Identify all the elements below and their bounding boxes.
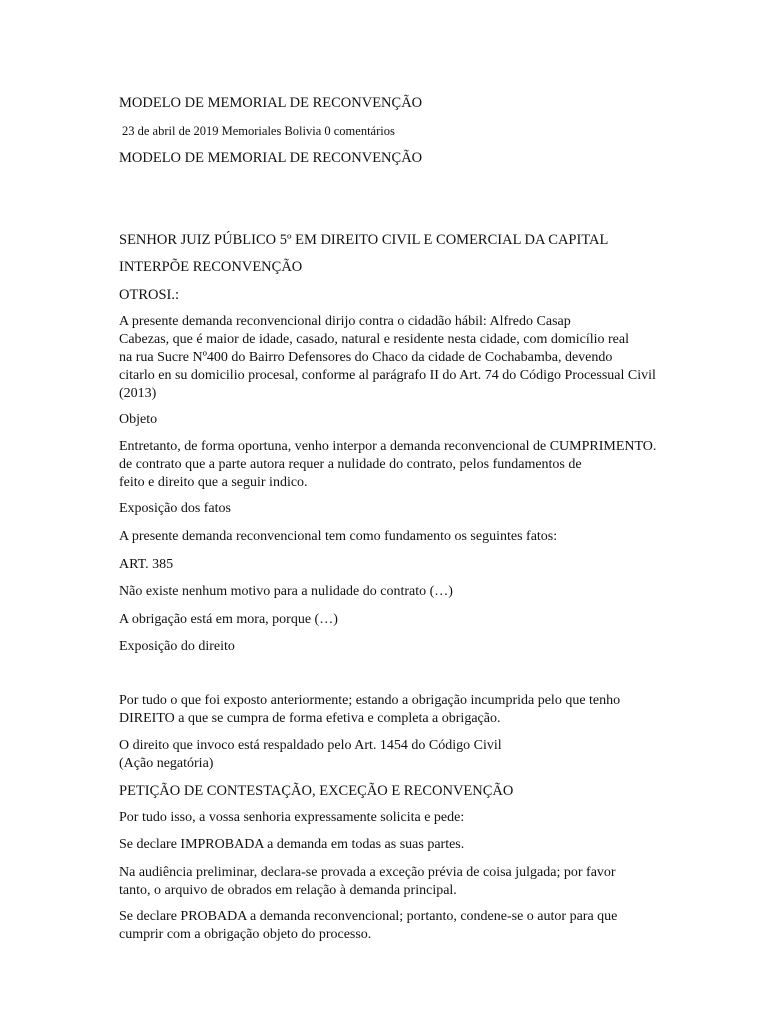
fato-2: A obrigação está em mora, porque (…): [119, 612, 338, 627]
interpoe-heading: INTERPÕE RECONVENÇÃO: [119, 259, 303, 275]
paragraph-line: Entretanto, de forma oportuna, venho interpor a demanda reconvencional de CUMPRIMENTO.: [119, 439, 657, 454]
paragraph-line: na rua Sucre Nº400 do Bairro Defensores do Chaco da cidade de Cochabamba, devendo: [119, 350, 613, 365]
paragraph-line: Na audiência preliminar, declara-se provada a exceção prévia de coisa julgada; por favor: [119, 865, 616, 880]
meta-line: 23 de abril de 2019 Memoriales Bolivia 0 comentários: [122, 124, 395, 138]
solicita-paragraph: Por tudo isso, a vossa senhoria expressamente solicita e pede:: [119, 810, 465, 825]
direito-paragraph: [119, 692, 679, 728]
paragraph-line: Se declare PROBADA a demanda reconvencional; portanto, condene-se o autor para que: [119, 909, 618, 924]
paragraph-line: (Ação negatória): [119, 756, 214, 771]
paragraph-line: Cabezas, que é maior de idade, casado, natural e residente nesta cidade, com domicílio real: [119, 332, 630, 347]
paragraph-line: O direito que invoco está respaldado pelo Art. 1454 do Código Civil: [119, 738, 502, 753]
paragraph-line: cumprir com a obrigação objeto do processo.: [119, 927, 372, 942]
paragraph-line: A presente demanda reconvencional dirijo contra o cidadão hábil: Alfredo Casap: [119, 314, 571, 329]
document-subtitle: MODELO DE MEMORIAL DE RECONVENÇÃO: [119, 150, 423, 166]
paragraph-line: citarlo en su domicilio procesal, conforme al parágrafo II do Art. 74 do Código Processual Civil: [119, 368, 656, 383]
addressee-heading: SENHOR JUIZ PÚBLICO 5º EM DIREITO CIVIL E COMERCIAL DA CAPITAL: [119, 232, 609, 248]
codigo-paragraph: [119, 737, 679, 773]
direito-heading: Exposição do direito: [119, 639, 235, 654]
paragraph-line: de contrato que a parte autora requer a nulidade do contrato, pelos fundamentos de: [119, 457, 582, 472]
paragraph-line: feito e direito que a seguir indico.: [119, 475, 308, 490]
audiencia-paragraph: [119, 864, 679, 900]
fatos-paragraph: A presente demanda reconvencional tem como fundamento os seguintes fatos:: [119, 529, 558, 544]
objeto-paragraph: [119, 438, 679, 492]
fato-1: Não existe nenhum motivo para a nulidade do contrato (…): [119, 584, 453, 599]
parties-paragraph: [119, 313, 679, 403]
art-385-label: ART. 385: [119, 557, 174, 572]
paragraph-line: Por tudo o que foi exposto anteriormente; estando a obrigação incumprida pelo que tenho: [119, 693, 621, 708]
objeto-heading: Objeto: [119, 412, 158, 427]
paragraph-line: tanto, o arquivo de obrados em relação à demanda principal.: [119, 883, 457, 898]
probada-paragraph: [119, 908, 679, 944]
document-title: MODELO DE MEMORIAL DE RECONVENÇÃO: [119, 95, 423, 111]
fatos-heading: Exposição dos fatos: [119, 501, 231, 516]
paragraph-line: DIREITO a que se cumpra de forma efetiva e completa a obrigação.: [119, 711, 501, 726]
peticao-heading: PETIÇÃO DE CONTESTAÇÃO, EXCEÇÃO E RECONVENÇÃO: [119, 783, 514, 799]
otrosi-heading: OTROSI.:: [119, 287, 180, 303]
paragraph-line: (2013): [119, 386, 157, 401]
improbada-paragraph: Se declare IMPROBADA a demanda em todas as suas partes.: [119, 837, 465, 852]
